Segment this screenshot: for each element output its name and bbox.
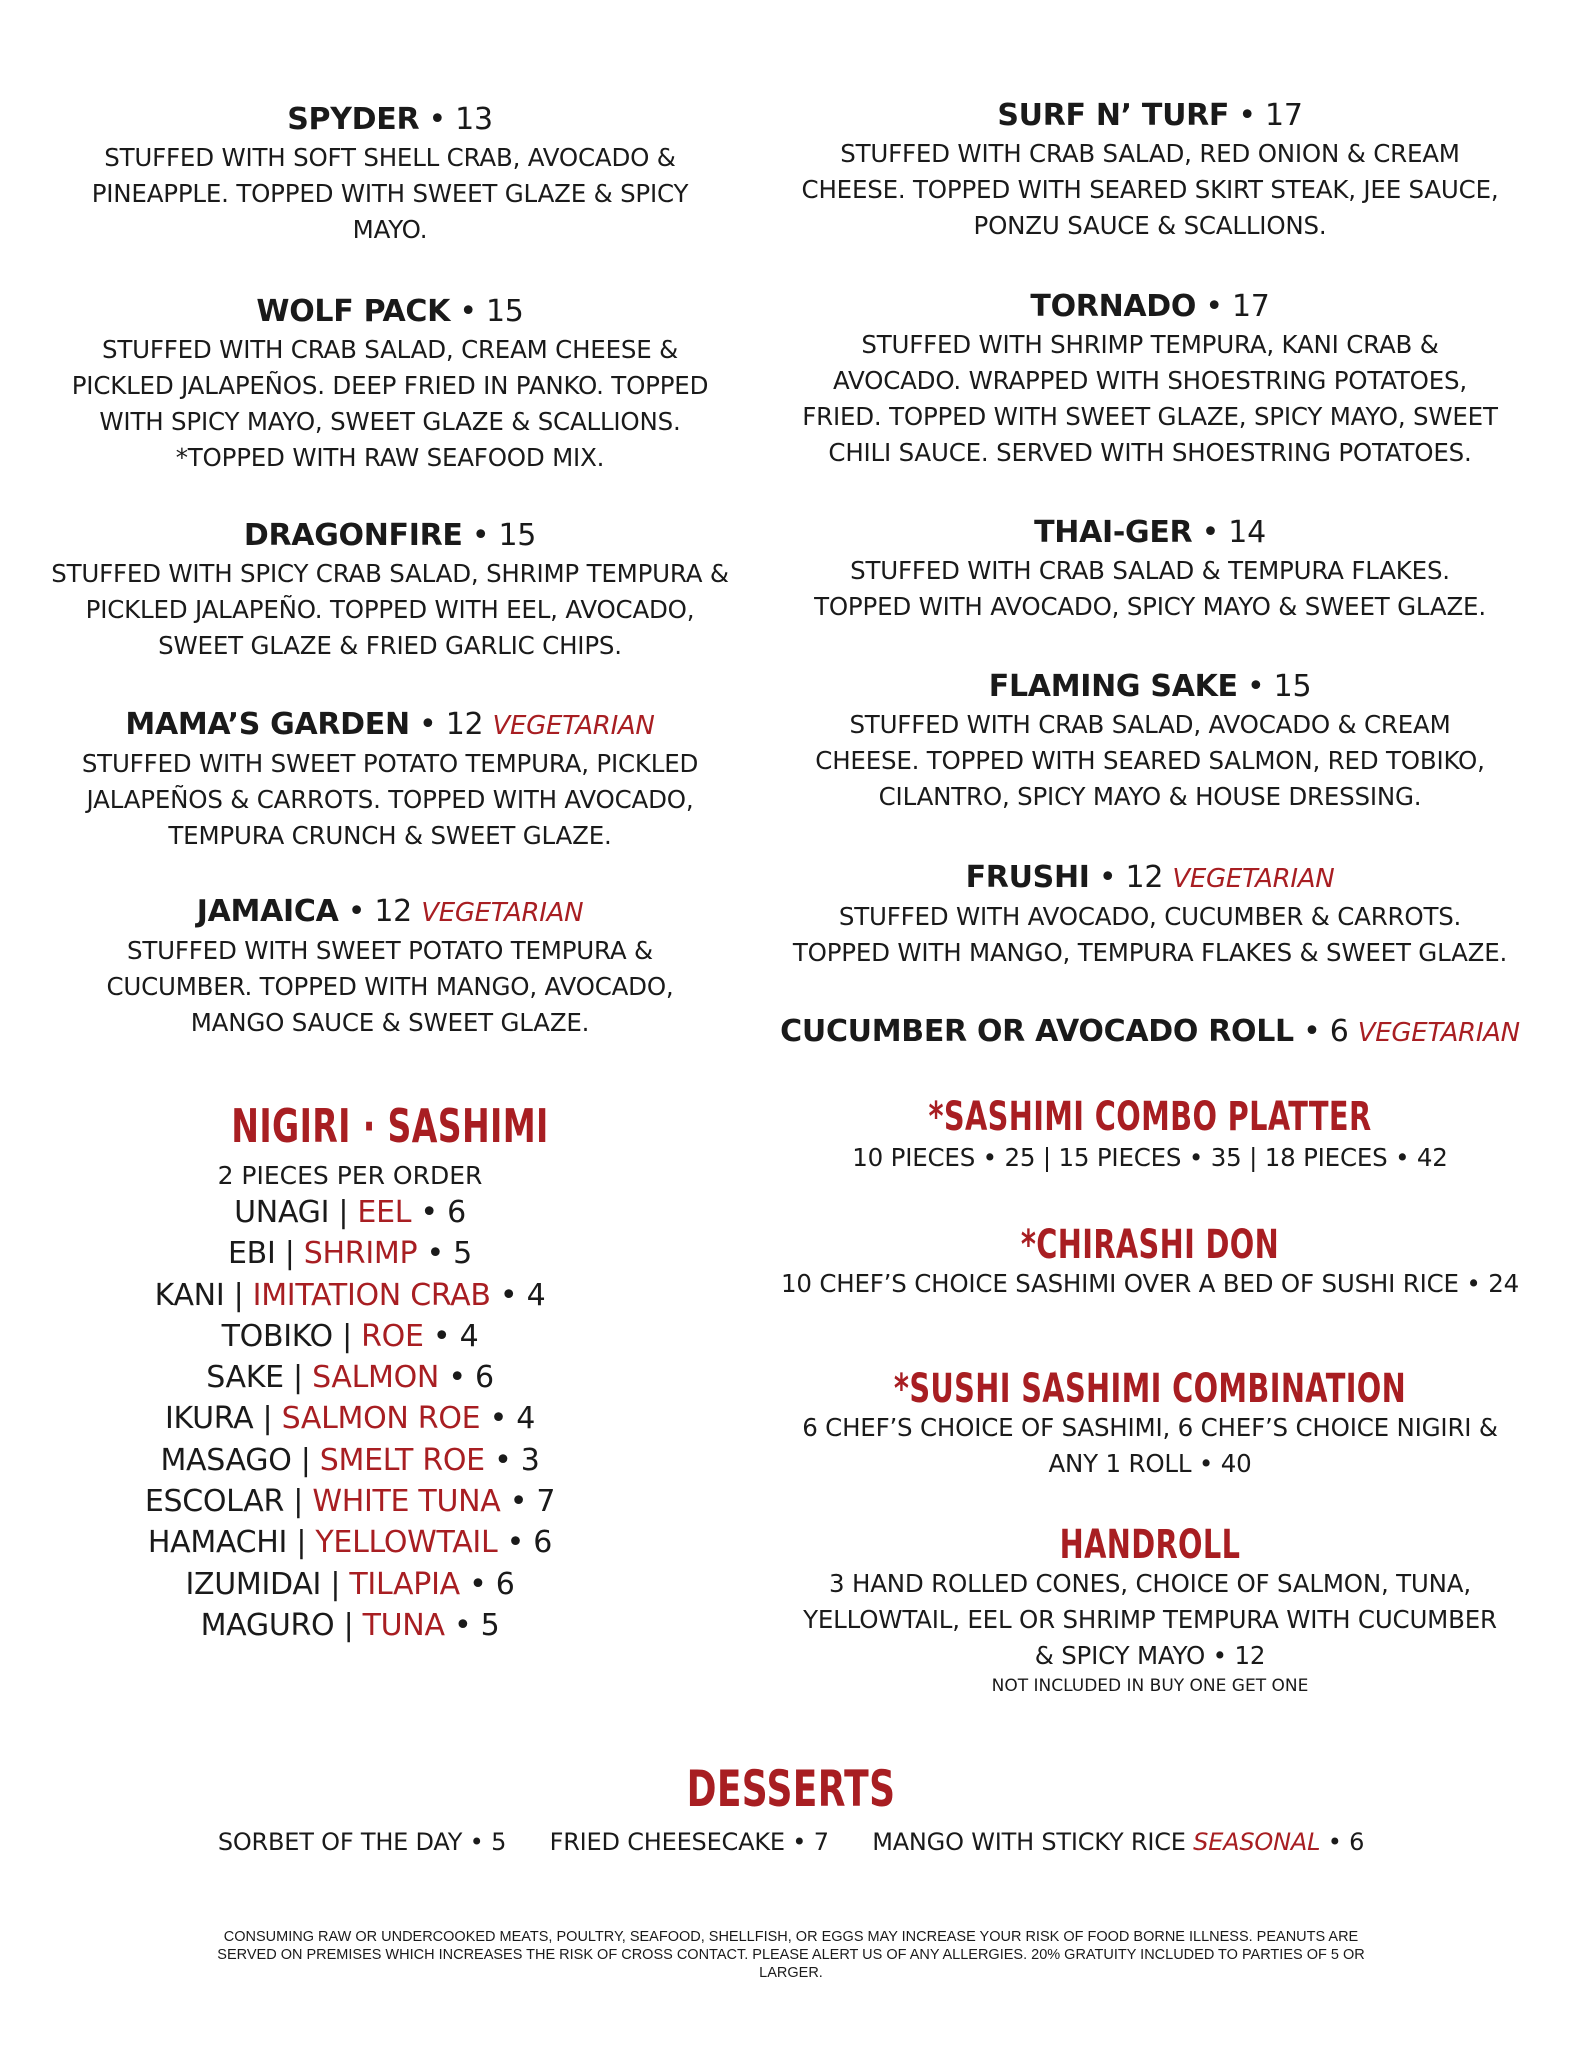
nigiri-item: IKURA | SALMON ROE • 4: [164, 1401, 536, 1437]
roll-name: TORNADO: [1030, 289, 1197, 324]
chirashi-description: 10 CHEF’S CHOICE SASHIMI OVER A BED OF SUSHI RICE • 24: [781, 1269, 1519, 1298]
roll-title: SPYDER • 13: [287, 102, 493, 137]
nigiri-item: MASAGO | SMELT ROE • 3: [160, 1442, 540, 1478]
roll-title: THAI-GER • 14: [1034, 515, 1266, 550]
roll-price: 14: [1228, 515, 1266, 550]
sushi-combo-description: 6 CHEF’S CHOICE OF SASHIMI, 6 CHEF’S CHOICE NIGIRI & ANY 1 ROLL • 40: [802, 1413, 1498, 1478]
roll-title: WOLF PACK • 15: [256, 294, 524, 329]
allergy-disclaimer: CONSUMING RAW OR UNDERCOOKED MEATS, POULTRY, SEAFOOD, SHELLFISH, OR EGGS MAY INCREASE YOUR RISK OF FOOD BORNE ILLNESS. PEANUTS ARE SERVED ON PREMISES WHICH INCREASES THE RISK OF CROSS CONTACT. PLEASE ALERT US OF ANY ALLERGIES. 20% GRATUITY INCLUDED TO PARTIES OF 5 OR LARGER.: [217, 1929, 1365, 1981]
roll-mamas-garden: [40, 705, 740, 854]
roll-name: SURF N’ TURF: [997, 98, 1230, 133]
roll-title: CUCUMBER OR AVOCADO ROLL • 6 VEGETARIAN: [780, 1014, 1520, 1049]
dessert-item: FRIED CHEESECAKE • 7: [549, 1828, 829, 1856]
roll-price: 13: [455, 102, 493, 137]
roll-title: JAMAICA • 12 VEGETARIAN: [196, 894, 584, 929]
nigiri-item: IZUMIDAI | TILAPIA • 6: [185, 1566, 515, 1602]
roll-title: FRUSHI • 12 VEGETARIAN: [965, 860, 1335, 895]
roll-description: STUFFED WITH SWEET POTATO TEMPURA & CUCUMBER. TOPPED WITH MANGO, AVOCADO, MANGO SAUCE & SWEET GLAZE.: [106, 936, 674, 1037]
nigiri-item: SAKE | SALMON • 6: [206, 1360, 494, 1396]
roll-price: 6: [1329, 1014, 1349, 1049]
vegetarian-tag: VEGETARIAN: [421, 898, 584, 928]
desserts-list: [0, 1828, 1582, 1856]
roll-name: WOLF PACK: [256, 294, 451, 329]
handroll-block: [760, 1566, 1540, 1698]
raw-seafood-note: *TOPPED WITH RAW SEAFOOD MIX.: [175, 443, 605, 472]
roll-price: 15: [498, 518, 537, 553]
roll-tornado: [760, 287, 1540, 471]
roll-name: FLAMING SAKE: [988, 669, 1238, 704]
roll-frushi: [760, 858, 1540, 971]
nigiri-sashimi-heading: NIGIRI · SASHIMI: [231, 1099, 549, 1153]
handroll-note: NOT INCLUDED IN BUY ONE GET ONE: [991, 1676, 1309, 1696]
sashimi-combo-description: 10 PIECES • 25 | 15 PIECES • 35 | 18 PIECES • 42: [852, 1143, 1448, 1172]
roll-title: DRAGONFIRE • 15: [243, 518, 537, 553]
roll-title: FLAMING SAKE • 15: [988, 669, 1312, 704]
dessert-item: MANGO WITH STICKY RICE SEASONAL • 6: [872, 1828, 1365, 1856]
desserts-heading: DESSERTS: [686, 1760, 896, 1818]
roll-price: 12: [374, 894, 412, 929]
roll-title: SURF N’ TURF • 17: [997, 98, 1303, 133]
roll-name: CUCUMBER OR AVOCADO ROLL: [780, 1014, 1294, 1049]
nigiri-item: UNAGI | EEL • 6: [234, 1195, 466, 1230]
roll-dragonfire: [40, 516, 740, 664]
roll-jamaica: [40, 892, 740, 1041]
roll-price: 17: [1232, 289, 1270, 324]
nigiri-item: KANI | IMITATION CRAB • 4: [154, 1277, 546, 1313]
roll-price: 17: [1265, 98, 1303, 133]
nigiri-list: [40, 1192, 660, 1646]
nigiri-item: ESCOLAR | WHITE TUNA • 7: [144, 1484, 556, 1520]
roll-spyder: [40, 100, 740, 248]
roll-description: STUFFED WITH AVOCADO, CUCUMBER & CARROTS. TOPPED WITH MANGO, TEMPURA FLAKES & SWEET GLAZE.: [792, 902, 1508, 967]
roll-price: 12: [1125, 860, 1164, 895]
roll-name: FRUSHI: [965, 860, 1090, 895]
roll-description: STUFFED WITH SWEET POTATO TEMPURA, PICKLED JALAPEÑOS & CARROTS. TOPPED WITH AVOCADO, TEMPURA CRUNCH & SWEET GLAZE.: [81, 749, 699, 850]
roll-name: THAI-GER: [1034, 515, 1193, 550]
roll-description: STUFFED WITH SPICY CRAB SALAD, SHRIMP TEMPURA & PICKLED JALAPEÑO. TOPPED WITH EEL, AVOCADO, SWEET GLAZE & FRIED GARLIC CHIPS.: [51, 559, 729, 660]
vegetarian-tag: VEGETARIAN: [1172, 864, 1335, 894]
roll-flaming-sake: [760, 667, 1540, 815]
roll-description: STUFFED WITH SOFT SHELL CRAB, AVOCADO & PINEAPPLE. TOPPED WITH SWEET GLAZE & SPICY MAYO.: [91, 143, 689, 244]
roll-wolf-pack: [40, 292, 740, 476]
roll-name: JAMAICA: [196, 894, 339, 929]
nigiri-item: HAMACHI | YELLOWTAIL • 6: [147, 1525, 553, 1561]
chirashi-heading: *CHIRASHI DON: [1020, 1222, 1280, 1268]
sashimi-combo-heading: *SASHIMI COMBO PLATTER: [928, 1094, 1372, 1140]
roll-title: TORNADO • 17: [1030, 289, 1270, 324]
roll-name: DRAGONFIRE: [243, 518, 463, 553]
handroll-heading: HANDROLL: [1059, 1522, 1241, 1568]
nigiri-item: EBI | SHRIMP • 5: [228, 1236, 472, 1272]
roll-name: SPYDER: [287, 102, 420, 137]
roll-price: 12: [445, 707, 484, 742]
roll-name: MAMA’S GARDEN: [125, 707, 410, 742]
vegetarian-tag: VEGETARIAN: [1357, 1018, 1520, 1048]
nigiri-item: MAGURO | TUNA • 5: [200, 1607, 500, 1643]
roll-surf-n-turf: [760, 96, 1540, 244]
sushi-combo-heading: *SUSHI SASHIMI COMBINATION: [893, 1366, 1407, 1412]
roll-title: MAMA’S GARDEN • 12 VEGETARIAN: [125, 707, 655, 742]
roll-description: STUFFED WITH CRAB SALAD, AVOCADO & CREAM CHEESE. TOPPED WITH SEARED SALMON, RED TOBIKO, CILANTRO, SPICY MAYO & HOUSE DRESSING.: [815, 710, 1485, 811]
roll-description: STUFFED WITH SHRIMP TEMPURA, KANI CRAB & AVOCADO. WRAPPED WITH SHOESTRING POTATOES, FRIED. TOPPED WITH SWEET GLAZE, SPICY MAYO, SWEET CHILI SAUCE. SERVED WITH SHOESTRING POTATOES.: [802, 330, 1498, 467]
nigiri-item: TOBIKO | ROE • 4: [221, 1318, 479, 1354]
roll-description: STUFFED WITH CRAB SALAD, RED ONION & CREAM CHEESE. TOPPED WITH SEARED SKIRT STEAK, JEE SAUCE, PONZU SAUCE & SCALLIONS.: [801, 139, 1499, 240]
roll-price: 15: [486, 294, 524, 329]
roll-thai-ger: [760, 513, 1540, 625]
vegetarian-tag: VEGETARIAN: [492, 711, 655, 741]
roll-price: 15: [1273, 669, 1312, 704]
nigiri-subtitle: 2 PIECES PER ORDER: [217, 1161, 483, 1190]
seasonal-tag: SEASONAL: [1193, 1828, 1321, 1856]
roll-description: STUFFED WITH CRAB SALAD & TEMPURA FLAKES. TOPPED WITH AVOCADO, SPICY MAYO & SWEET GLAZE.: [814, 556, 1486, 621]
dessert-item: SORBET OF THE DAY • 5: [217, 1828, 507, 1856]
handroll-description: 3 HAND ROLLED CONES, CHOICE OF SALMON, TUNA, YELLOWTAIL, EEL OR SHRIMP TEMPURA WITH CUCUMBER & SPICY MAYO • 12: [803, 1569, 1497, 1670]
roll-cucumber-avocado: [760, 1012, 1540, 1053]
roll-description: STUFFED WITH CRAB SALAD, CREAM CHEESE & PICKLED JALAPEÑOS. DEEP FRIED IN PANKO. TOPPED WITH SPICY MAYO, SWEET GLAZE & SCALLIONS.: [71, 335, 709, 436]
